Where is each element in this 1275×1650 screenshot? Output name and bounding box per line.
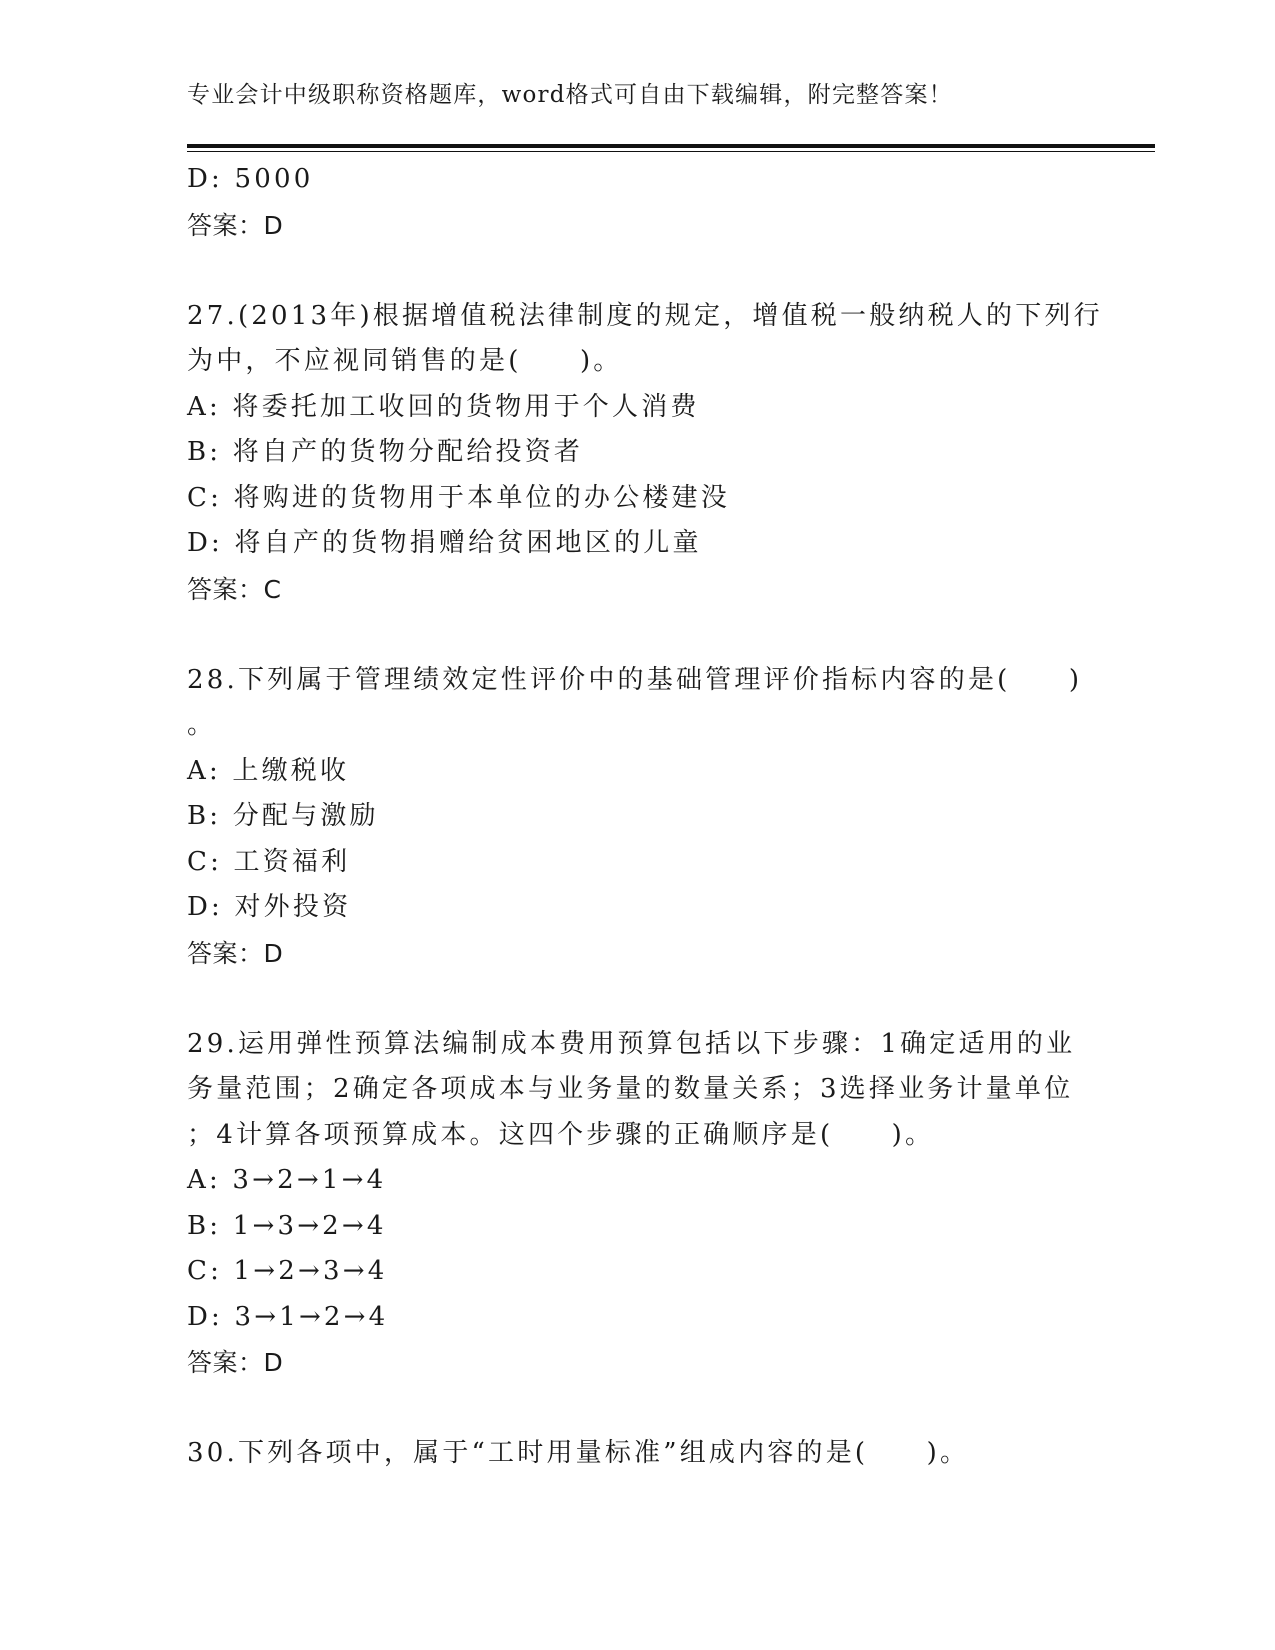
spacer — [187, 976, 1087, 1022]
question-content — [187, 157, 1103, 1477]
question-29-answer: 答案：D — [187, 1348, 284, 1377]
question-28-option-b: B: 分配与激励 — [187, 801, 379, 831]
question-28-answer: 答案：D — [187, 938, 284, 968]
header-rule-thick — [187, 144, 1155, 148]
question-29-text-line-3: ；4计算各项预算成本。这四个步骤的正确顺序是( )。 — [187, 1119, 935, 1150]
previous-option-d: D: 5000 — [187, 164, 314, 194]
question-27-option-b: B: 将自产的货物分配给投资者 — [187, 437, 584, 467]
question-29-option-d: D: 3→1→2→4 — [187, 1301, 389, 1332]
header-rule-thin — [187, 151, 1155, 152]
question-27-option-c: C: 将购进的货物用于本单位的办公楼建没 — [187, 482, 730, 513]
spacer — [187, 248, 1087, 294]
question-29-option-a: A: 3→2→1→4 — [187, 1165, 387, 1195]
question-29 — [187, 1022, 1087, 1386]
question-27-text-line-2: 为中，不应视同销售的是( )。 — [187, 346, 623, 376]
question-28-option-d: D: 对外投资 — [187, 892, 352, 922]
question-28 — [187, 658, 1087, 977]
question-27-answer: 答案：C — [187, 574, 282, 604]
spacer — [187, 1386, 1087, 1432]
question-29-option-b: B: 1→3→2→4 — [187, 1210, 387, 1241]
page-header: 专业会计中级职称资格题库，word格式可自由下载编辑，附完整答案！ — [187, 82, 953, 108]
question-29-option-c: C: 1→2→3→4 — [187, 1256, 388, 1286]
question-28-text-line-2: 。 — [187, 710, 217, 740]
question-28-option-a: A: 上缴税收 — [187, 755, 350, 786]
question-30 — [187, 1431, 1087, 1477]
question-28-option-c: C: 工资福利 — [187, 846, 351, 877]
question-27-text-line-1: 27.(2013年)根据增值税法律制度的规定，增值税一般纳税人的下列行 — [187, 300, 1103, 331]
question-30-text-line-1: 30.下列各项中，属于“工时用量标准”组成内容的是( )。 — [187, 1438, 970, 1468]
question-28-text-line-1: 28.下列属于管理绩效定性评价中的基础管理评价指标内容的是( ) — [187, 664, 1083, 695]
previous-answer: 答案：D — [187, 210, 284, 240]
question-29-text-line-1: 29.运用弹性预算法编制成本费用预算包括以下步骤：1确定适用的业 — [187, 1028, 1076, 1059]
question-27 — [187, 294, 1103, 613]
question-27-option-d: D: 将自产的货物捐赠给贫困地区的儿童 — [187, 528, 702, 558]
question-27-option-a: A: 将委托加工收回的货物用于个人消费 — [187, 391, 700, 422]
question-29-text-line-2: 务量范围；2确定各项成本与业务量的数量关系；3选择业务计量单位 — [187, 1074, 1074, 1104]
spacer — [187, 612, 1087, 658]
